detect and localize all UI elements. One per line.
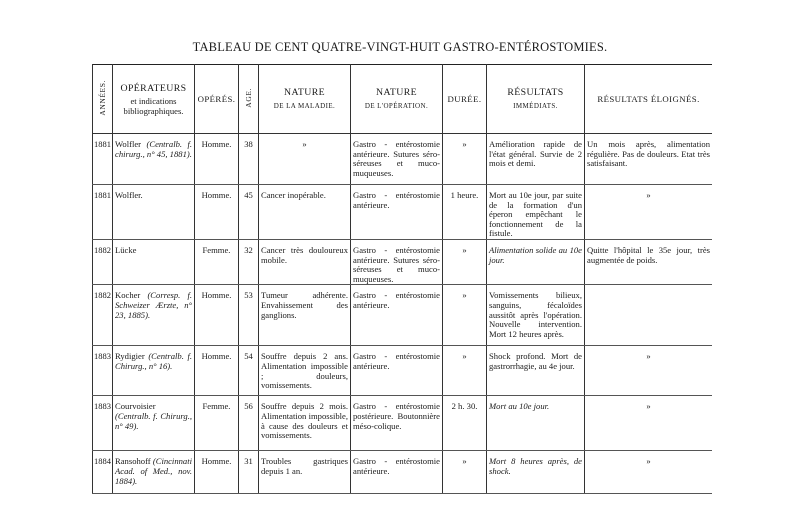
cell-eloignes: » (585, 396, 713, 451)
cell-year: 1884 (93, 451, 113, 494)
cell-age: 53 (239, 285, 259, 346)
page-title: TABLEAU DE CENT QUATRE-VINGT-HUIT GASTRO-ENTÉROSTOMIES. (192, 40, 608, 54)
cell-operation: Gastro - entérostomie antérieure. (351, 285, 443, 346)
table-container (92, 64, 712, 507)
header-annees: ANNÉES. (93, 65, 113, 134)
cell-eloignes: » (585, 346, 713, 396)
cell-age: 45 (239, 185, 259, 240)
cell-age: 38 (239, 134, 259, 185)
cell-operes: Homme. (195, 346, 239, 396)
cell-operator: Courvoisier (Centralb. f. Chirurg., n° 49). (113, 396, 195, 451)
cell-duree: 1 heure. (443, 185, 487, 240)
cell-operes: Homme. (195, 451, 239, 494)
cell-operation: Gastro - entérostomie antérieure. (351, 185, 443, 240)
cell-operation: Gastro - entérostomie antérieure. (351, 346, 443, 396)
cell-operation: Gastro - entérostomie antérieure. Sutures séro-séreuses et muco-muqueuses. (351, 134, 443, 185)
cell-operation: Gastro - entérostomie antérieure. Sutures séro-séreuses et muco-muqueuses. (351, 239, 443, 284)
cell-eloignes: » (585, 451, 713, 494)
cell-resultat: Mort 8 heures après, de shock. (487, 451, 585, 494)
cell-age: 31 (239, 451, 259, 494)
cell-year: 1882 (93, 239, 113, 284)
header-nature-operation: NATURE DE L'OPÉRATION. (351, 65, 443, 134)
cell-year: 1881 (93, 185, 113, 240)
cell-maladie: Troubles gastriques depuis 1 an. (259, 451, 351, 494)
cell-operator: Wolfler (Centralb. f. chirurg., n° 45, 1881). (113, 134, 195, 185)
cell-duree: » (443, 134, 487, 185)
cell-maladie: Tumeur adhérente. Envahissement des ganglions. (259, 285, 351, 346)
table-row (93, 285, 713, 346)
cell-resultat: Vomissements bilieux, sanguins, fécaloïdes aussitôt après l'opération. Nouvelle intervention. Mort 12 heures après. (487, 285, 585, 346)
cell-duree: » (443, 451, 487, 494)
header-nature-maladie: NATURE DE LA MALADIE. (259, 65, 351, 134)
cell-duree: » (443, 239, 487, 284)
header-resultats-eloignes: RÉSULTATS ÉLOIGNÉS. (585, 65, 713, 134)
table-row (93, 239, 713, 284)
cell-eloignes: Un mois après, alimentation régulière. Pas de douleurs. Etat très satisfaisant. (585, 134, 713, 185)
cell-year: 1881 (93, 134, 113, 185)
cell-maladie: Souffre depuis 2 ans. Alimentation impossible ; douleurs, vomissements. (259, 346, 351, 396)
cell-age: 54 (239, 346, 259, 396)
table-row (93, 396, 713, 451)
header-duree: DURÉE. (443, 65, 487, 134)
cell-year: 1883 (93, 396, 113, 451)
cell-age: 56 (239, 396, 259, 451)
cell-duree: 2 h. 30. (443, 396, 487, 451)
cell-operator: Lücke (113, 239, 195, 284)
cell-operator: Kocher (Corresp. f. Schweizer Ærzte, n° 23, 1885). (113, 285, 195, 346)
header-operateurs: OPÉRATEURS et indications bibliographiques. (113, 65, 195, 134)
table-row (93, 185, 713, 240)
cell-operation: Gastro - entérostomie postérieure. Boutonnière méso-colique. (351, 396, 443, 451)
cell-resultat: Alimentation solide au 10e jour. (487, 239, 585, 284)
cell-operes: Homme. (195, 134, 239, 185)
table-row (93, 346, 713, 396)
cell-year: 1883 (93, 346, 113, 396)
cell-operes: Femme. (195, 396, 239, 451)
table-row (93, 134, 713, 185)
cell-operes: Homme. (195, 185, 239, 240)
cell-maladie: Cancer très douloureux mobile. (259, 239, 351, 284)
cell-resultat: Mort au 10e jour. (487, 396, 585, 451)
table-row (93, 451, 713, 494)
cell-maladie: Cancer inopérable. (259, 185, 351, 240)
cell-age: 32 (239, 239, 259, 284)
gastro-enterostomies-table (92, 64, 712, 494)
cell-maladie: Souffre depuis 2 mois. Alimentation impossible, à cause des douleurs et vomissements. (259, 396, 351, 451)
cell-operator: Rydigier (Centralb. f. Chirurg., n° 16). (113, 346, 195, 396)
cell-operator: Ransohoff (Cincinnati Acad. of Med., nov. 1884). (113, 451, 195, 494)
header-row (93, 65, 713, 134)
cell-operator: Wolfler. (113, 185, 195, 240)
header-resultats-immediats: RÉSULTATS IMMÉDIATS. (487, 65, 585, 134)
header-operes: OPÉRÉS. (195, 65, 239, 134)
cell-operes: Femme. (195, 239, 239, 284)
cell-resultat: Mort au 10e jour, par suite de la formation d'un éperon empêchant le fonctionnement de la fistule. (487, 185, 585, 240)
cell-operation: Gastro - entérostomie antérieure. (351, 451, 443, 494)
cell-duree: » (443, 285, 487, 346)
cell-eloignes: Quitte l'hôpital le 35e jour, très augmentée de poids. (585, 239, 713, 284)
cell-year: 1882 (93, 285, 113, 346)
cell-eloignes (585, 285, 713, 346)
cell-maladie: » (259, 134, 351, 185)
cell-operes: Homme. (195, 285, 239, 346)
header-age: AGE. (239, 65, 259, 134)
cell-resultat: Amélioration rapide de l'état général. Survie de 2 mois et demi. (487, 134, 585, 185)
cell-resultat: Shock profond. Mort de gastrorrhagie, au 4e jour. (487, 346, 585, 396)
cell-eloignes: » (585, 185, 713, 240)
cell-duree: » (443, 346, 487, 396)
